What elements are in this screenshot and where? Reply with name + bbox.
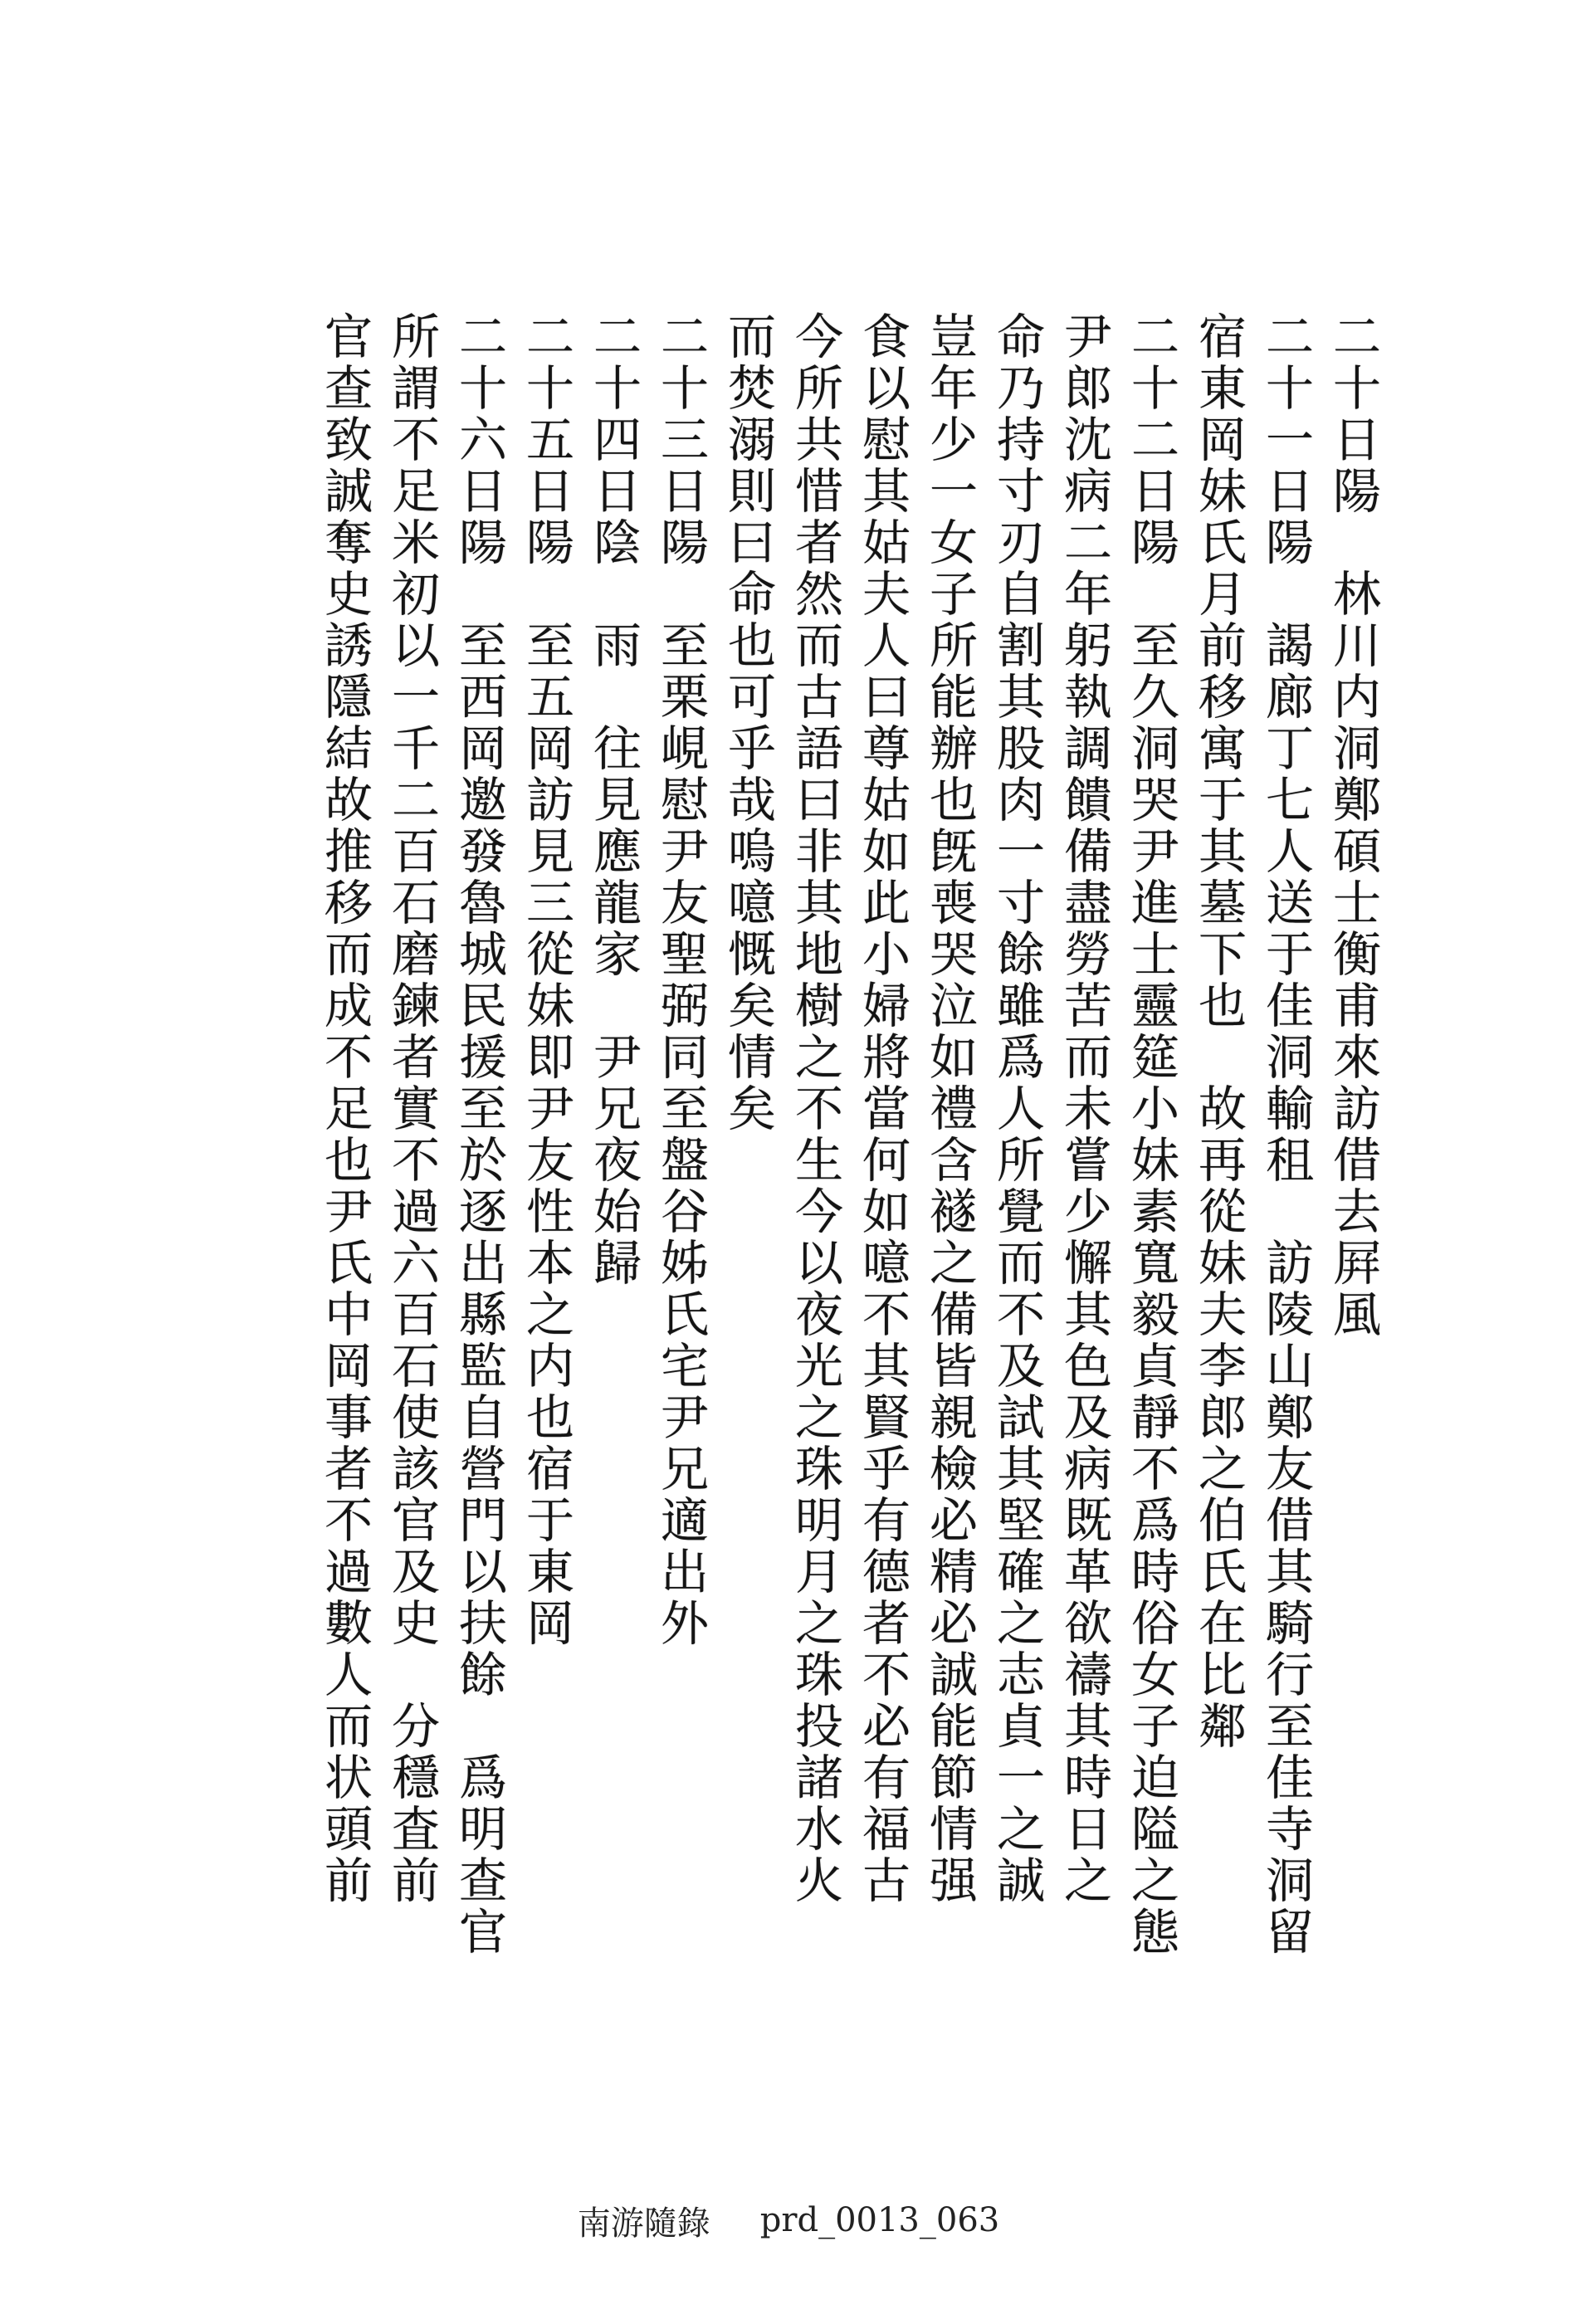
text-column-8: 食以慰其姑夫人曰尊姑如此小婦將當何如噫不其賢乎有德者不必有福古 (854, 311, 911, 1907)
text-column-13: 二十五日陽 至五岡訪見三從妹即尹友性本之内也宿于東岡 (518, 311, 574, 1649)
text-column-14: 二十六日陽 至西岡邀發魯城民援至於逐出縣監自營門以扶餘 爲明查官 (451, 311, 507, 1958)
text-column-16: 官查致誠奪史誘隱結故推移而成不足也尹氏中岡事者不過數人而状頭前 (316, 311, 373, 1907)
page-footer (0, 2191, 1577, 2249)
text-column-2: 二十一日陽 謁廊丁七人送于佳洞輸租 訪陵山鄭友借其騎行至佳寺洞留 (1257, 311, 1314, 1958)
manuscript-text-block (216, 311, 1386, 2038)
text-column-5: 尹郎沈病二年躬執調饋備盡勞苦而未嘗少懈其色及病既革欲禱其時日之 (1056, 311, 1112, 1907)
text-column-9: 今所共惜者然而古語曰非其地樹之不生今以夜光之珠明月之珠投諸水火 (787, 311, 843, 1907)
text-column-11: 二十三日陽 至栗峴慰尹友聖弼同至盤谷姊氏宅尹兄適出外 (652, 311, 709, 1649)
document-title: 南游隨錄 (577, 2204, 710, 2243)
text-column-15: 所謂不足米初以一千二百石磨鍊者實不過六百石使該官及史 分穩査前 (383, 311, 440, 1907)
text-column-6: 命乃持寸刃自割其股肉一寸餘雖爲人所覺而不及試其堅確之志貞一之誠 (989, 311, 1045, 1907)
text-column-12: 二十四日陰 雨 往見應龍家 尹兄夜始歸 (585, 311, 642, 1289)
text-column-7: 豈年少一女子所能辦也旣喪哭泣如禮含襚之備皆親檢必精必誠能節情强 (921, 311, 978, 1907)
text-column-4: 二十二日陽 至久洞哭尹進士靈筵小妹素寬毅貞靜不爲時俗女子迫隘之態 (1123, 311, 1179, 1958)
text-column-10: 而焚溺則曰命也可乎哉嗚噫慨矣情矣 (720, 311, 776, 1135)
text-column-1: 二十日陽 林川内洞鄭碩士衡甫來訪借去屛風 (1325, 311, 1381, 1340)
page-code: prd_0013_063 (759, 2201, 1000, 2239)
text-column-3: 宿東岡妹氏月前移寓于其墓下也 故再從妹夫李郎之伯氏在比鄰 (1190, 311, 1247, 1752)
